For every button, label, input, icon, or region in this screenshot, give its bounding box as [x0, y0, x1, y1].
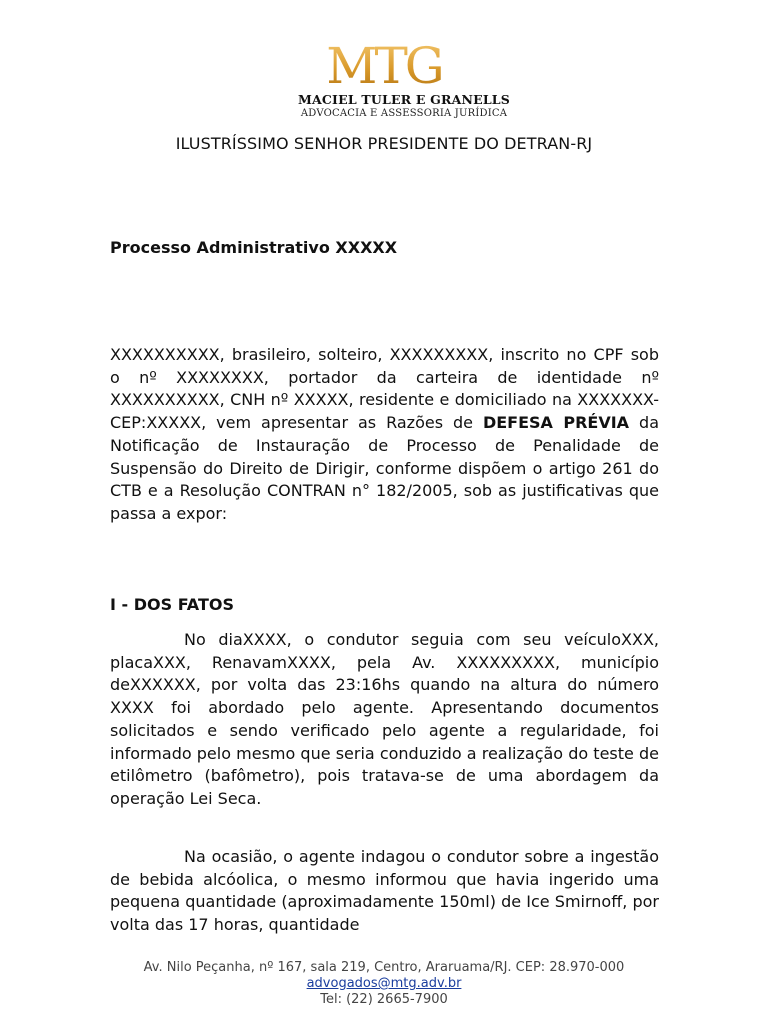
facts-paragraph-1: No diaXXXX, o condutor seguia com seu veículoXXX, placaXXX, RenavamXXXX, pela Av. XXXXXXXXX, município deXXXXXX, por volta das 23:16hs quando na altura do número XXXX foi abordado pelo agente. Apresentando documentos solicitados e sendo verificado pelo agente a regularidade, foi informado pelo mesmo que seria conduzido a realização do teste de etilômetro (bafômetro), pois tratava-se de uma abordagem da operação Lei Seca. [110, 630, 659, 808]
firm-logo: MTG [0, 40, 768, 92]
facts-paragraph-2: Na ocasião, o agente indagou o condutor sobre a ingestão de bebida alcóolica, o mesmo informou que havia ingerido uma pequena quantidade (aproximadamente 150ml) de Ice Smirnoff, por volta das 17 horas, quantidade [110, 847, 659, 935]
letterhead [0, 37, 768, 119]
process-title: Processo Administrativo XXXXX [110, 238, 398, 257]
intro-section [110, 344, 659, 526]
intro-text-1: XXXXXXXXXX, brasileiro, solteiro, XXXXXXXXX, inscrito no CPF sob o nº XXXXXXXX, portador da carteira de identidade nº XXXXXXXXXX, CNH nº XXXXX, residente e domiciliado na XXXXXXX- CEP:XXXXX, vem apresentar as Razões de [110, 345, 659, 433]
firm-name: MACIEL TULER E GRANELLS [297, 92, 511, 107]
footer-address: Av. Nilo Peçanha, nº 167, sala 219, Centro, Araruama/RJ. CEP: 28.970-000 [143, 960, 625, 975]
firm-tagline: ADVOCACIA E ASSESSORIA JURÍDICA [300, 108, 508, 119]
facts-section-1 [110, 629, 659, 811]
footer-email-link[interactable]: advogados@mtg.adv.br [306, 976, 462, 991]
intro-text-2: da Notificação de Instauração de Processo de Penalidade de Suspensão do Direito de Dirigir, conforme dispõem o artigo 261 do CTB e a Resolução CONTRAN n° 182/2005, sob as justificativas que passa a expor: [110, 413, 659, 523]
page-footer [0, 960, 768, 1008]
footer-phone: Tel: (22) 2665-7900 [320, 992, 448, 1007]
section-title: I - DOS FATOS [110, 595, 234, 614]
facts-section-2 [110, 846, 659, 937]
intro-bold-text: DEFESA PRÉVIA [482, 413, 630, 433]
intro-paragraph [110, 344, 659, 526]
addressee-line: ILUSTRÍSSIMO SENHOR PRESIDENTE DO DETRAN-RJ [175, 134, 593, 153]
